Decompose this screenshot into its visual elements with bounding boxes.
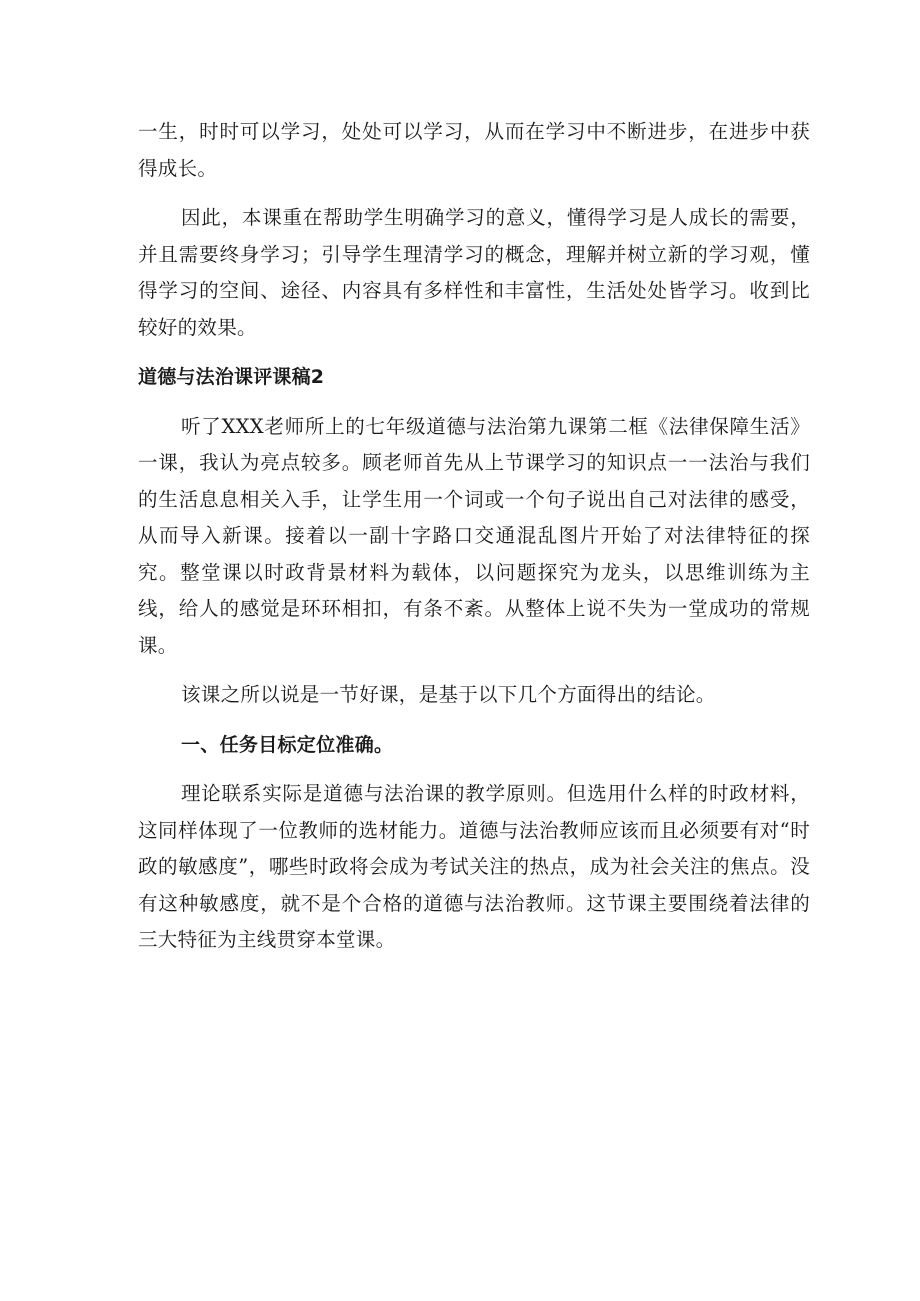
paragraph-intro: 听了XXX老师所上的七年级道德与法治第九课第二框《法律保障生活》一课，我认为亮点较多。顾老师首先从上节课学习的知识点一一法治与我们的生活息息相关入手，让学生用一个词或一个句子说出自己对法律的感受，从而导入新课。接着以一副十字路口交通混乱图片开始了对法律特征的探究。整堂课以时政背景材料为载体，以问题探究为龙头，以思维训练为主线，给人的感觉是环环相扣，有条不紊。从整体上说不失为一堂成功的常规课。 [138,414,810,657]
paragraph-conclusion-lead: 该课之所以说是一节好课，是基于以下几个方面得出的结论。 [181,683,716,706]
subsection-heading: 一、任务目标定位准确。 [181,733,394,756]
document-body [138,114,810,972]
section-heading: 道德与法治课评课稿2 [138,366,325,388]
paragraph-continuation: 一生，时时可以学习，处处可以学习，从而在学习中不断进步，在进步中获得成长。 [138,120,810,180]
paragraph-summary: 因此，本课重在帮助学生明确学习的意义，懂得学习是人成长的需要，并且需要终身学习；引导学生理清学习的概念，理解并树立新的学习观，懂得学习的空间、途径、内容具有多样性和丰富性，生活处处皆学习。收到比较好的效果。 [138,206,810,339]
paragraph-body: 理论联系实际是道德与法治课的教学原则。但选用什么样的时政材料，这同样体现了一位教师的选材能力。道德与法治教师应该而且必须要有对“时政的敏感度”，哪些时政将会成为考试关注的热点，成为社会关注的焦点。没有这种敏感度，就不是个合格的道德与法治教师。这节课主要围绕着法律的三大特征为主线贯穿本堂课。 [138,782,810,951]
